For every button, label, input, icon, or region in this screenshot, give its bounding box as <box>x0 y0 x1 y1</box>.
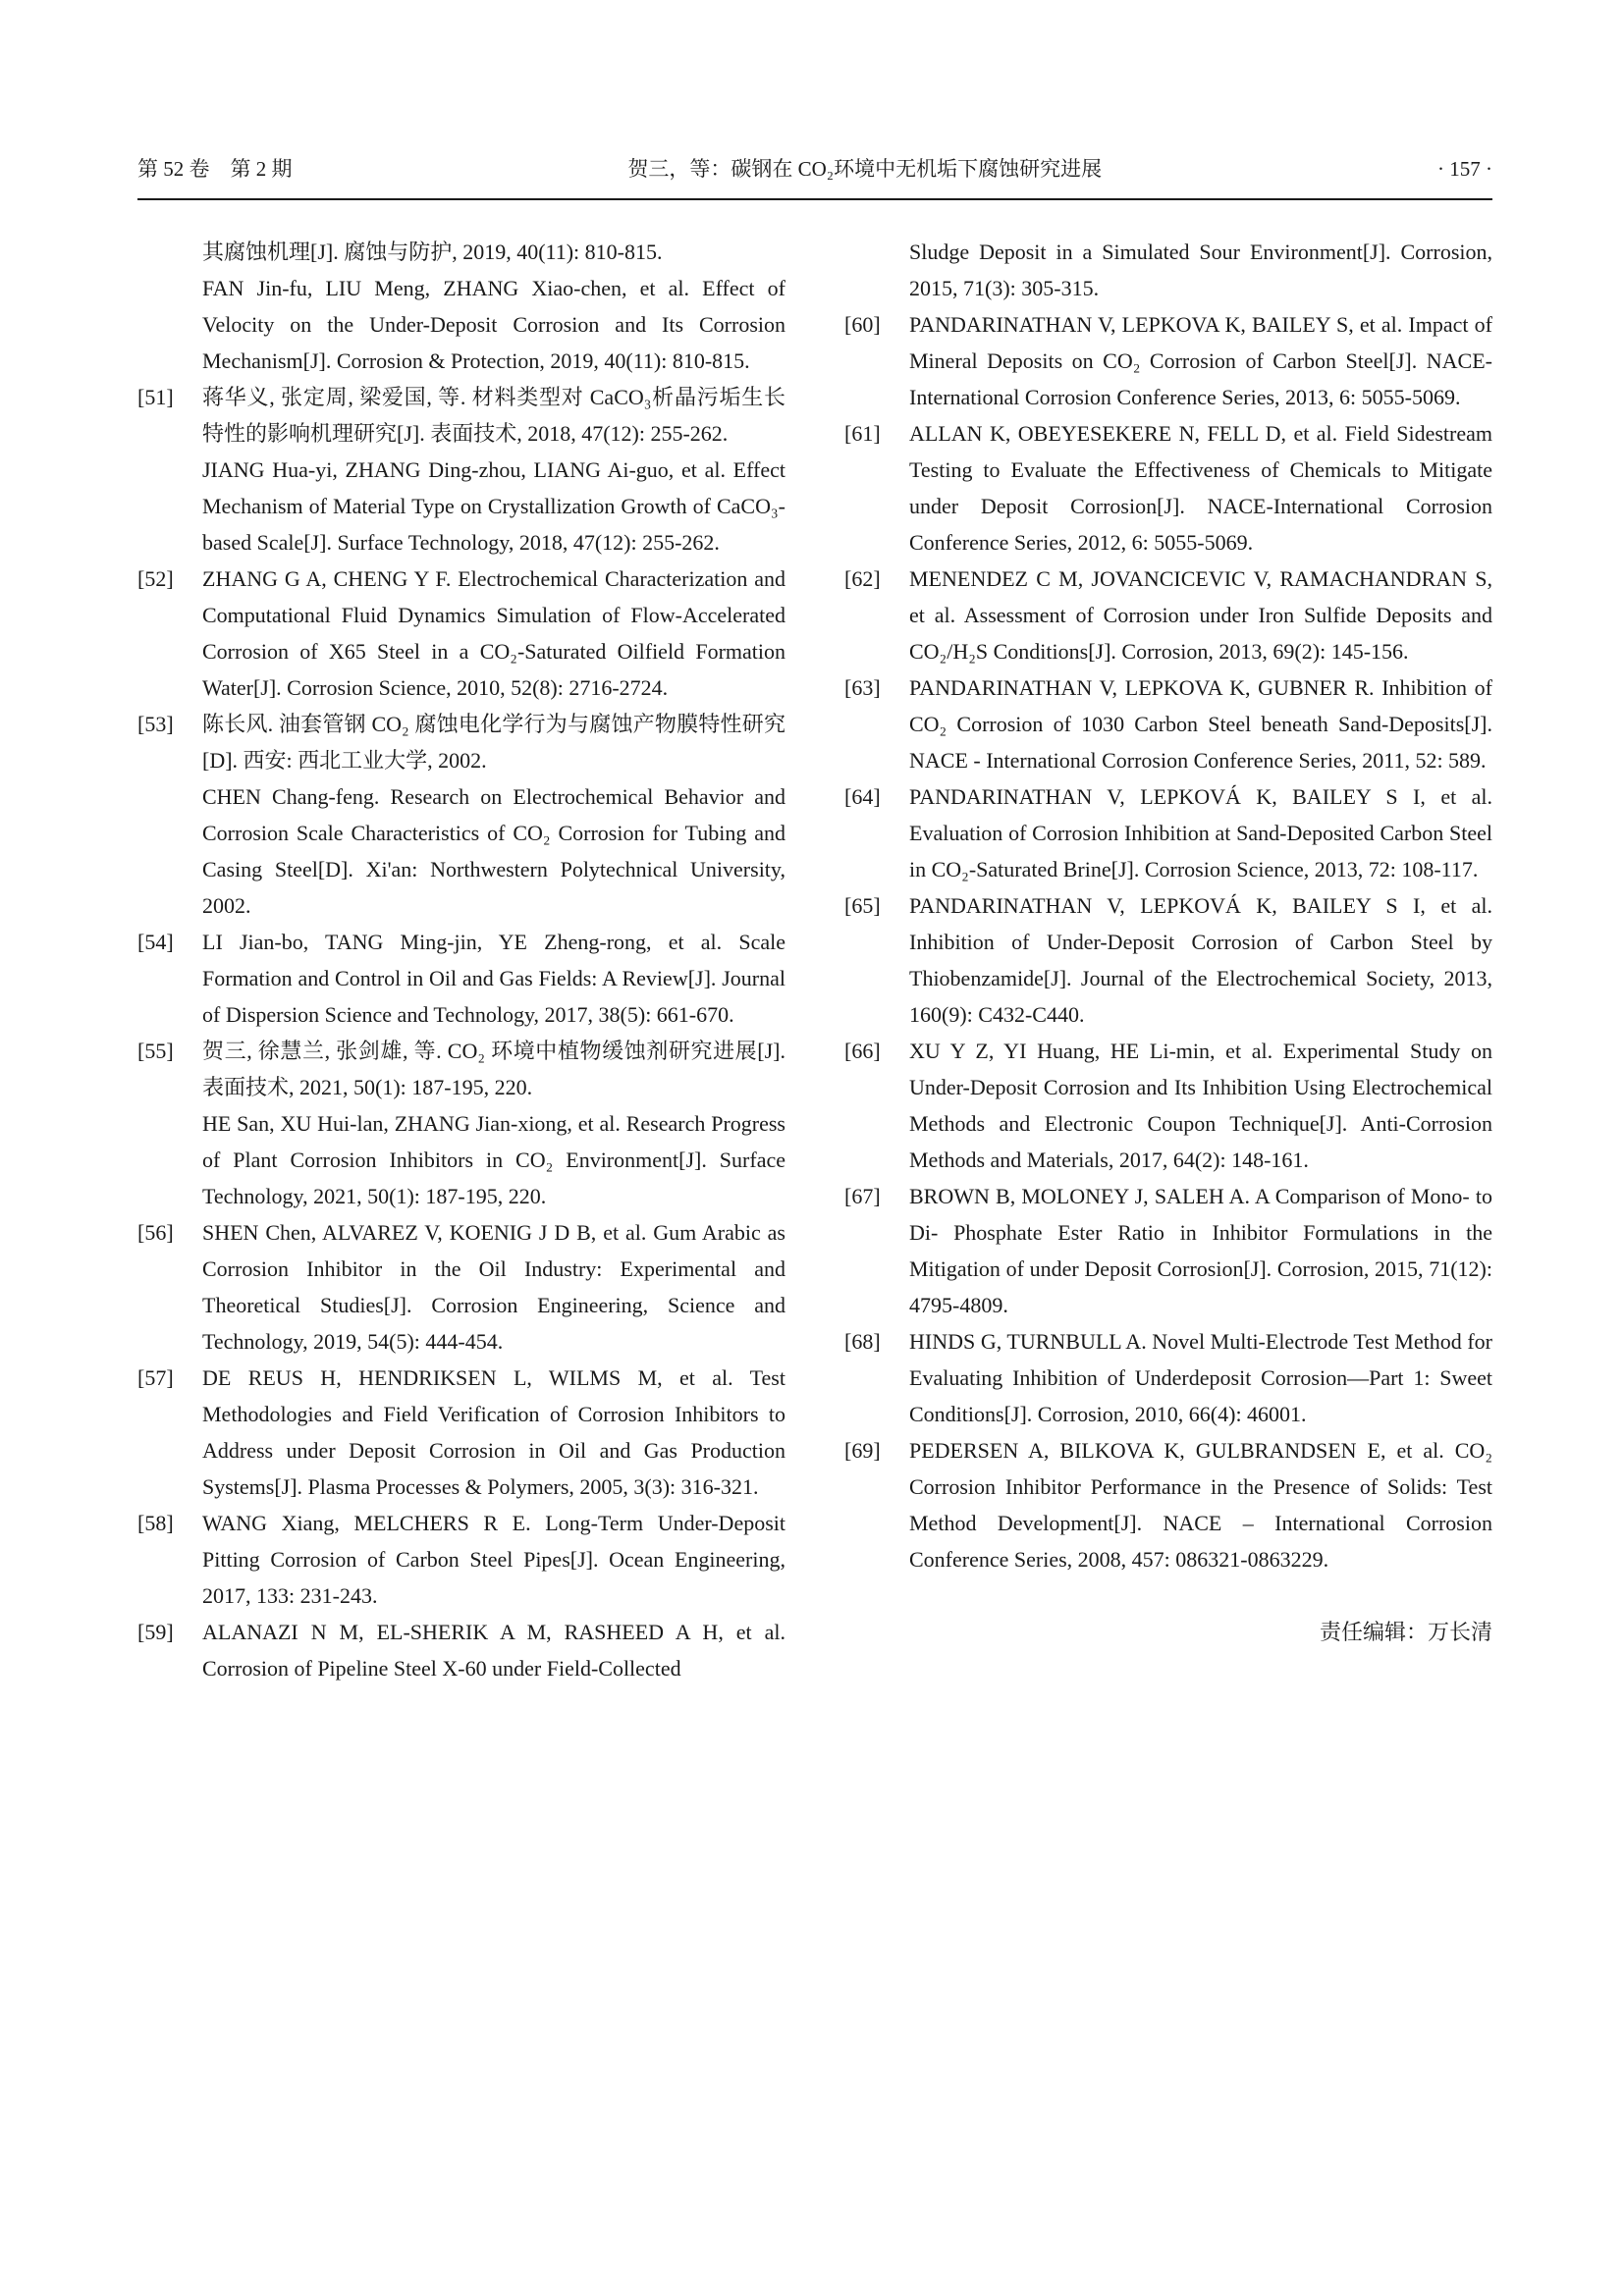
reference-text: 其腐蚀机理[J]. 腐蚀与防护, 2019, 40(11): 810-815. <box>202 240 663 264</box>
reference-item <box>137 1614 785 1686</box>
reference-text: 蒋华义, 张定周, 梁爱国, 等. 材料类型对 CaCO₃析晶污垢生长特性的影响机理研究[J]. 表面技术, 2018, 47(12): 255-262. <box>202 385 785 446</box>
reference-text: PEDERSEN A, BILKOVA K, GULBRANDSEN E, et al. CO₂ Corrosion Inhibitor Performance in the Presence of Solids: Test Method Development[J]. NACE – International Corrosion Conference Series, 2008, 457: 086321-0863229. <box>909 1438 1492 1572</box>
reference-number: [66] <box>844 1039 881 1063</box>
reference-text: PANDARINATHAN V, LEPKOVA K, GUBNER R. Inhibition of CO₂ Corrosion of 1030 Carbon Steel beneath Sand-Deposits[J]. NACE - International Corrosion Conference Series, 2011, 52: 589. <box>909 675 1492 773</box>
reference-text: Sludge Deposit in a Simulated Sour Environment[J]. Corrosion, 2015, 71(3): 305-315. <box>909 240 1492 300</box>
reference-item <box>137 924 785 1033</box>
reference-text: ZHANG G A, CHENG Y F. Electrochemical Characterization and Computational Fluid Dynamics Simulation of Flow-Accelerated Corrosion of X65 Steel in a CO₂-Saturated Oilfield Formation Water[J]. Corrosion Science, 2010, 52(8): 2716-2724. <box>202 566 785 700</box>
reference-number: [62] <box>844 566 881 591</box>
reference-text: DE REUS H, HENDRIKSEN L, WILMS M, et al. Test Methodologies and Field Verification of Corrosion Inhibitors to Address under Deposit Corrosion in Oil and Gas Production Systems[J]. Plasma Processes & Polymers, 2005, 3(3): 316-321. <box>202 1365 785 1499</box>
reference-item <box>137 1505 785 1614</box>
journal-issue: 第 52 卷 第 2 期 <box>137 157 293 181</box>
reference-body <box>909 669 1492 778</box>
reference-body <box>909 234 1492 306</box>
reference-body <box>202 706 785 924</box>
reference-text: CHEN Chang-feng. Research on Electrochemical Behavior and Corrosion Scale Characteristics of CO₂ Corrosion for Tubing and Casing Steel[D]. Xi'an: Northwestern Polytechnical University, 2002. <box>202 784 785 918</box>
reference-text: LI Jian-bo, TANG Ming-jin, YE Zheng-rong, et al. Scale Formation and Control in Oil and Gas Fields: A Review[J]. Journal of Dispersion Science and Technology, 2017, 38(5): 661-670. <box>202 930 785 1027</box>
reference-body <box>202 1033 785 1214</box>
reference-item <box>844 1178 1492 1323</box>
reference-item <box>844 415 1492 561</box>
reference-body <box>909 1323 1492 1432</box>
reference-body <box>909 1432 1492 1577</box>
reference-number: [54] <box>137 930 174 954</box>
reference-number: [65] <box>844 893 881 918</box>
reference-item <box>844 306 1492 415</box>
reference-item <box>137 561 785 706</box>
reference-body <box>202 1360 785 1505</box>
reference-item <box>137 1360 785 1505</box>
reference-item <box>137 706 785 924</box>
reference-item <box>844 669 1492 778</box>
references-list-right <box>844 234 1492 1577</box>
reference-body <box>202 1505 785 1614</box>
reference-text: HE San, XU Hui-lan, ZHANG Jian-xiong, et al. Research Progress of Plant Corrosion Inhibitors in CO₂ Environment[J]. Surface Technology, 2021, 50(1): 187-195, 220. <box>202 1111 785 1208</box>
running-title: 贺三，等：碳钢在 CO₂环境中无机垢下腐蚀研究进展 <box>627 157 1103 181</box>
reference-text: XU Y Z, YI Huang, HE Li-min, et al. Experimental Study on Under-Deposit Corrosion and Its Inhibition Using Electrochemical Methods and Electronic Coupon Technique[J]. Anti-Corrosion Methods and Materials, 2017, 64(2): 148-161. <box>909 1039 1492 1172</box>
reference-number: [64] <box>844 784 881 809</box>
reference-text: FAN Jin-fu, LIU Meng, ZHANG Xiao-chen, et al. Effect of Velocity on the Under-Deposit Corrosion and Its Corrosion Mechanism[J]. Corrosion & Protection, 2019, 40(11): 810-815. <box>202 276 785 373</box>
reference-item <box>844 1323 1492 1432</box>
reference-text: 陈长风. 油套管钢 CO₂ 腐蚀电化学行为与腐蚀产物膜特性研究[D]. 西安: 西北工业大学, 2002. <box>202 712 785 773</box>
reference-number: [61] <box>844 421 881 446</box>
reference-number: [51] <box>137 385 174 409</box>
reference-text: SHEN Chen, ALVAREZ V, KOENIG J D B, et al. Gum Arabic as Corrosion Inhibitor in the Oil Industry: Experimental and Theoretical Studies[J]. Corrosion Engineering, Science and Technology, 2019, 54(5): 444-454. <box>202 1220 785 1354</box>
page-number: · 157 · <box>1437 157 1492 181</box>
reference-text: MENENDEZ C M, JOVANCICEVIC V, RAMACHANDRAN S, et al. Assessment of Corrosion under Iron Sulfide Deposits and CO₂/H₂S Conditions[J]. Corrosion, 2013, 69(2): 145-156. <box>909 566 1492 664</box>
reference-item <box>137 1033 785 1214</box>
reference-number: [58] <box>137 1511 174 1535</box>
references-list-left <box>137 234 785 1686</box>
reference-number: [59] <box>137 1620 174 1644</box>
reference-number: [56] <box>137 1220 174 1245</box>
reference-item <box>844 778 1492 887</box>
reference-number: [57] <box>137 1365 174 1390</box>
reference-item <box>844 1432 1492 1577</box>
references-column-right <box>844 234 1492 1686</box>
reference-number: [53] <box>137 712 174 736</box>
reference-item <box>844 561 1492 669</box>
reference-text: 贺三, 徐慧兰, 张剑雄, 等. CO₂ 环境中植物缓蚀剂研究进展[J]. 表面技术, 2021, 50(1): 187-195, 220. <box>202 1039 785 1099</box>
references-column-left <box>137 234 785 1686</box>
reference-text: BROWN B, MOLONEY J, SALEH A. A Comparison of Mono- to Di- Phosphate Ester Ratio in Inhibitor Formulations in the Mitigation of under Deposit Corrosion[J]. Corrosion, 2015, 71(12): 4795-4809. <box>909 1184 1492 1317</box>
reference-text: ALLAN K, OBEYESEKERE N, FELL D, et al. Field Sidestream Testing to Evaluate the Effectiveness of Chemicals to Mitigate under Deposit Corrosion[J]. NACE-International Corrosion Conference Series, 2012, 6: 5055-5069. <box>909 421 1492 555</box>
reference-text: JIANG Hua-yi, ZHANG Ding-zhou, LIANG Ai-guo, et al. Effect Mechanism of Material Type on Crystallization Growth of CaCO₃-based Scale[J]. Surface Technology, 2018, 47(12): 255-262. <box>202 457 785 555</box>
reference-body <box>909 1033 1492 1178</box>
reference-item <box>137 1214 785 1360</box>
reference-number: [67] <box>844 1184 881 1208</box>
reference-body <box>202 1214 785 1360</box>
reference-text: PANDARINATHAN V, LEPKOVÁ K, BAILEY S I, et al. Evaluation of Corrosion Inhibition at Sand-Deposited Carbon Steel in CO₂-Saturated Brine[J]. Corrosion Science, 2013, 72: 108-117. <box>909 784 1492 881</box>
reference-body <box>909 561 1492 669</box>
reference-text: WANG Xiang, MELCHERS R E. Long-Term Under-Deposit Pitting Corrosion of Carbon Steel Pipes[J]. Ocean Engineering, 2017, 133: 231-243. <box>202 1511 785 1608</box>
reference-number: [63] <box>844 675 881 700</box>
reference-body <box>909 887 1492 1033</box>
reference-item <box>137 379 785 561</box>
reference-number: [55] <box>137 1039 174 1063</box>
reference-text: PANDARINATHAN V, LEPKOVA K, BAILEY S, et al. Impact of Mineral Deposits on CO₂ Corrosion of Carbon Steel[J]. NACE-International Corrosion Conference Series, 2013, 6: 5055-5069. <box>909 312 1492 409</box>
reference-body <box>202 234 785 379</box>
reference-text: ALANAZI N M, EL-SHERIK A M, RASHEED A H, et al. Corrosion of Pipeline Steel X-60 under Field-Collected <box>202 1620 785 1681</box>
reference-number: [69] <box>844 1438 881 1463</box>
reference-number: [52] <box>137 566 174 591</box>
reference-item <box>844 887 1492 1033</box>
reference-body <box>202 561 785 706</box>
editor-note: 责任编辑：万长清 <box>1319 1620 1492 1644</box>
reference-body <box>909 1178 1492 1323</box>
reference-item <box>844 234 1492 306</box>
reference-body <box>909 306 1492 415</box>
reference-number: [68] <box>844 1329 881 1354</box>
reference-text: PANDARINATHAN V, LEPKOVÁ K, BAILEY S I, et al. Inhibition of Under-Deposit Corrosion of Carbon Steel by Thiobenzamide[J]. Journal of the Electrochemical Society, 2013, 160(9): C432-C440. <box>909 893 1492 1027</box>
reference-body <box>202 924 785 1033</box>
reference-item <box>137 234 785 379</box>
reference-item <box>844 1033 1492 1178</box>
reference-body <box>909 778 1492 887</box>
reference-body <box>202 1614 785 1686</box>
reference-number: [60] <box>844 312 881 337</box>
page-header <box>137 155 1492 183</box>
reference-body <box>202 379 785 561</box>
header-rule <box>137 198 1492 200</box>
reference-text: HINDS G, TURNBULL A. Novel Multi-Electrode Test Method for Evaluating Inhibition of Underdeposit Corrosion—Part 1: Sweet Conditions[J]. Corrosion, 2010, 66(4): 46001. <box>909 1329 1492 1426</box>
reference-body <box>909 415 1492 561</box>
references-section <box>137 234 1492 1686</box>
